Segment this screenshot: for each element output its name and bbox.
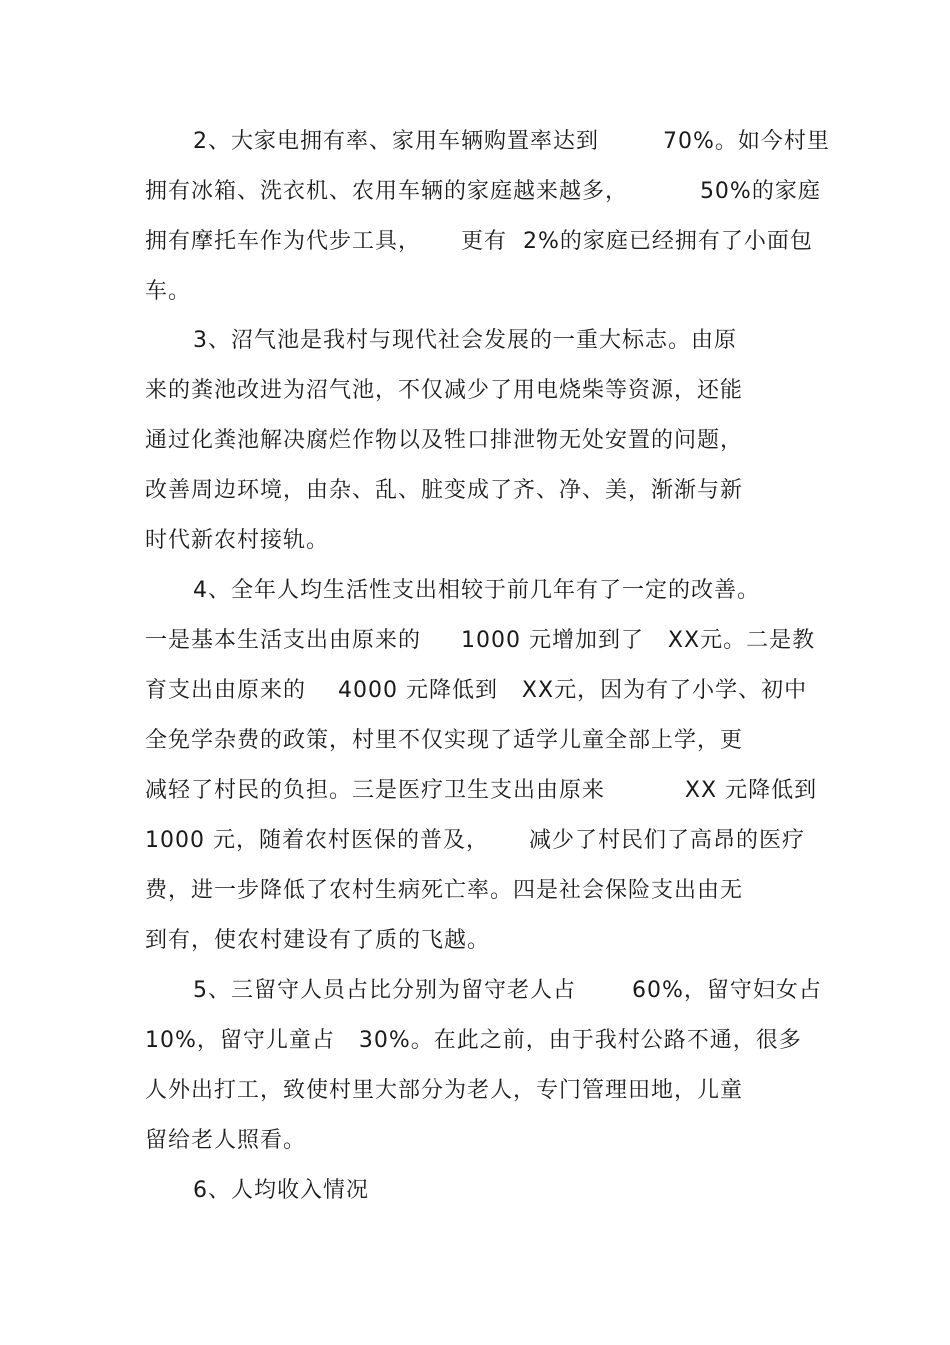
paragraph-4-line-2: 一是基本生活支出由原来的 1000 元增加到了 XX元。二是教 [145, 628, 816, 653]
paragraph-4-line-3: 育支出由原来的 4000 元降低到 XX元，因为有了小学、初中 [145, 678, 808, 703]
paragraph-2-line-1: 2、大家电拥有率、家用车辆购置率达到 70%。如今村里 [193, 129, 830, 154]
paragraph-2-line-3: 拥有摩托车作为代步工具， 更有 2%的家庭已经拥有了小面包 [145, 229, 813, 254]
paragraph-4-line-1: 4、全年人均生活性支出相较于前几年有了一定的改善。 [193, 578, 760, 603]
paragraph-4-line-6: 1000 元，随着农村医保的普及， 减少了村民们了高昂的医疗 [145, 828, 805, 853]
paragraph-6-line-1: 6、人均收入情况 [193, 1178, 369, 1203]
paragraph-2-line-4: 车。 [145, 279, 192, 304]
paragraph-3-line-4: 改善周边环境，由杂、乱、脏变成了齐、净、美，渐渐与新 [145, 478, 744, 503]
paragraph-3-line-3: 通过化粪池解决腐烂作物以及牲口排泄物无处安置的问题， [145, 428, 744, 453]
paragraph-5-line-3: 人外出打工，致使村里大部分为老人，专门管理田地，儿童 [145, 1078, 744, 1103]
paragraph-2-line-2: 拥有冰箱、洗衣机、农用车辆的家庭越来越多， 50%的家庭 [145, 179, 821, 204]
paragraph-3-line-2: 来的粪池改进为沼气池，不仅减少了用电烧柴等资源，还能 [145, 378, 744, 403]
paragraph-4-line-8: 到有，使农村建设有了质的飞越。 [145, 928, 491, 953]
paragraph-4-line-7: 费，进一步降低了农村生病死亡率。四是社会保险支出由无 [145, 878, 744, 903]
paragraph-4-line-5: 减轻了村民的负担。三是医疗卫生支出由原来 XX 元降低到 [145, 778, 818, 803]
paragraph-4-line-4: 全免学杂费的政策，村里不仅实现了适学儿童全部上学，更 [145, 728, 744, 753]
paragraph-5-line-2: 10%，留守儿童占 30%。在此之前，由于我村公路不通，很多 [145, 1028, 802, 1053]
paragraph-5-line-4: 留给老人照看。 [145, 1128, 307, 1153]
paragraph-3-line-5: 时代新农村接轨。 [145, 528, 330, 553]
paragraph-5-line-1: 5、三留守人员占比分别为留守老人占 60%，留守妇女占 [193, 978, 822, 1003]
paragraph-3-line-1: 3、沼气池是我村与现代社会发展的一重大标志。由原 [193, 328, 737, 353]
